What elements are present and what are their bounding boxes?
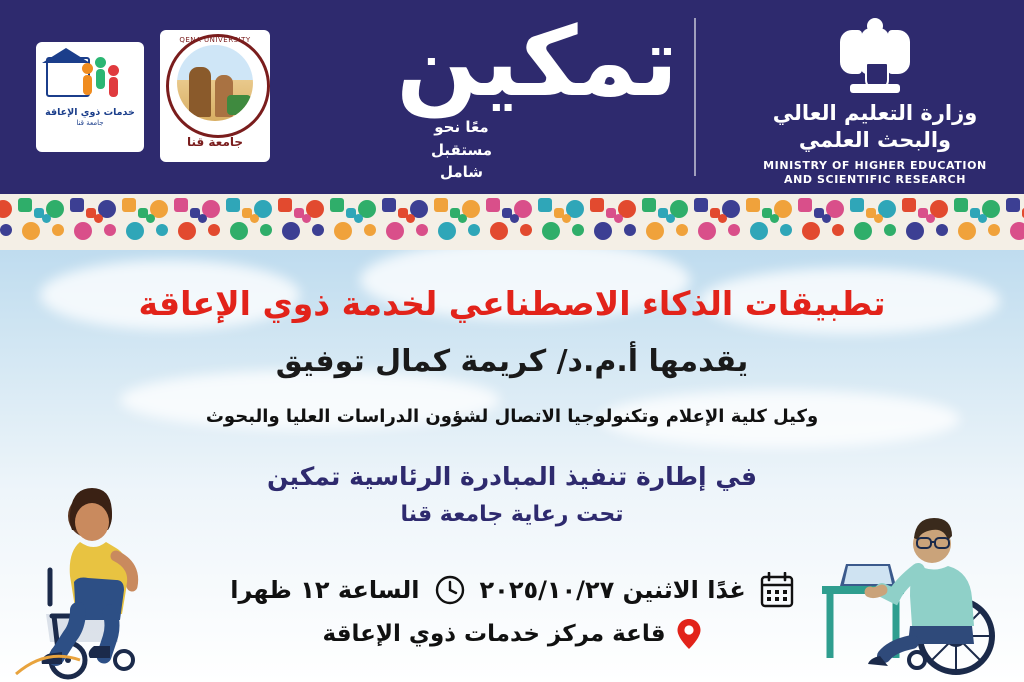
pattern-shape	[780, 224, 792, 236]
pattern-cell	[562, 194, 618, 250]
tamkeen-wordmark: تمكين	[396, 6, 678, 118]
pattern-shape	[278, 198, 292, 212]
pattern-shape	[832, 224, 844, 236]
calendar-icon	[760, 572, 794, 608]
tamkeen-tagline	[431, 116, 492, 184]
pattern-cell	[250, 194, 306, 250]
greenery-icon	[227, 95, 251, 115]
pattern-shape	[458, 214, 467, 223]
pattern-shape	[208, 224, 220, 236]
ministry-name-english-line1: MINISTRY OF HIGHER EDUCATION	[763, 158, 987, 172]
pattern-shape	[698, 222, 716, 240]
pattern-shape	[178, 222, 196, 240]
pattern-cell	[94, 194, 150, 250]
people-icon-red-body	[109, 77, 118, 97]
pattern-shape	[750, 222, 768, 240]
pattern-shape	[978, 214, 987, 223]
pattern-shape	[434, 198, 448, 212]
statue-icon	[189, 67, 211, 117]
pattern-shape	[718, 214, 727, 223]
pattern-shape	[642, 198, 656, 212]
university-logo-top-text: QENA UNIVERSITY	[179, 36, 251, 44]
pattern-shape	[906, 222, 924, 240]
eagle-base	[850, 84, 900, 93]
pattern-shape	[386, 222, 404, 240]
people-icon-green-body	[96, 69, 105, 89]
pattern-shape	[562, 214, 571, 223]
university-logo-scene	[177, 45, 253, 121]
disability-logo-artwork	[40, 47, 140, 105]
pattern-shape	[364, 224, 376, 236]
pattern-cell	[614, 194, 670, 250]
tamkeen-tagline-line-1: معًا نحو	[434, 118, 489, 136]
pattern-shape	[798, 198, 812, 212]
pattern-shape	[1006, 198, 1020, 212]
tamkeen-tagline-line-3: شامل	[439, 163, 484, 181]
pattern-shape	[198, 214, 207, 223]
pattern-shape	[746, 198, 760, 212]
eagle-right-wing	[888, 30, 910, 74]
pattern-shape	[226, 198, 240, 212]
pattern-cell	[510, 194, 566, 250]
pattern-shape	[614, 214, 623, 223]
university-logo-name: جامعة قنا	[186, 135, 244, 149]
pattern-shape	[572, 224, 584, 236]
pattern-shape	[438, 222, 456, 240]
pattern-shape	[694, 198, 708, 212]
pattern-shape	[520, 224, 532, 236]
disability-logo-subtitle: جامعة قنا	[76, 118, 104, 127]
clock-icon	[434, 574, 466, 606]
pattern-shape	[486, 198, 500, 212]
pattern-cell	[354, 194, 410, 250]
pattern-shape	[468, 224, 480, 236]
event-datetime-row	[0, 572, 1024, 608]
pattern-shape	[854, 222, 872, 240]
pattern-shape	[958, 222, 976, 240]
pattern-shape	[406, 214, 415, 223]
pattern-shape	[74, 222, 92, 240]
qena-university-logo	[160, 30, 270, 162]
pattern-shape	[174, 198, 188, 212]
pattern-shape	[988, 224, 1000, 236]
pattern-cell	[458, 194, 514, 250]
presenter-name: يقدمها أ.م.د/ كريمة كمال توفيق	[275, 344, 749, 379]
eagle-left-wing	[840, 30, 862, 74]
pattern-shape	[302, 214, 311, 223]
disability-logo-title: خدمات ذوي الإعاقة	[45, 107, 135, 118]
pattern-shape	[382, 198, 396, 212]
pattern-shape	[676, 224, 688, 236]
header-divider	[694, 18, 696, 176]
eagle-emblem-icon	[838, 18, 912, 96]
pattern-shape	[850, 198, 864, 212]
pattern-shape	[490, 222, 508, 240]
pattern-shape	[0, 200, 12, 218]
house-roof-icon	[42, 48, 90, 63]
pattern-cell	[406, 194, 462, 250]
pattern-shape	[802, 222, 820, 240]
pattern-shape	[416, 224, 428, 236]
event-venue-text: قاعة مركز خدمات ذوي الإعاقة	[322, 621, 666, 647]
pattern-shape	[936, 224, 948, 236]
pattern-shape	[126, 222, 144, 240]
pattern-shape	[156, 224, 168, 236]
people-icon-red-head	[108, 65, 119, 76]
pattern-shape	[312, 224, 324, 236]
pattern-shape	[590, 198, 604, 212]
pattern-shape	[70, 198, 84, 212]
pattern-shape	[510, 214, 519, 223]
presenter-role: وكيل كلية الإعلام وتكنولوجيا الاتصال لشؤون الدراسات العليا والبحوث	[205, 406, 819, 427]
pattern-cell	[302, 194, 358, 250]
poster-body	[0, 250, 1024, 682]
decorative-pattern-band	[0, 194, 1024, 250]
pattern-shape	[42, 214, 51, 223]
pattern-shape	[1010, 222, 1024, 240]
pattern-shape	[250, 214, 259, 223]
disability-services-logo	[36, 42, 144, 152]
ministry-name-arabic: وزارة التعليم العالي والبحث العلمي	[772, 101, 978, 153]
pattern-shape	[230, 222, 248, 240]
pattern-shape	[874, 214, 883, 223]
pattern-shape	[902, 198, 916, 212]
ministry-name-english-line2: AND SCIENTIFIC RESEARCH	[783, 173, 967, 187]
pattern-shape	[646, 222, 664, 240]
poster-header	[0, 0, 1024, 194]
pattern-cell	[718, 194, 774, 250]
people-icon-orange-body	[83, 75, 92, 95]
location-pin-icon	[676, 618, 702, 650]
pattern-cell	[42, 194, 98, 250]
eagle-head	[867, 18, 883, 34]
pattern-shape	[52, 224, 64, 236]
pattern-shape	[104, 224, 116, 236]
pattern-shape	[542, 222, 560, 240]
pattern-cell	[770, 194, 826, 250]
pattern-cell	[978, 194, 1024, 250]
pattern-shape	[0, 224, 12, 236]
event-time-text: الساعة ١٢ ظهرا	[230, 576, 420, 604]
pattern-shape	[770, 214, 779, 223]
people-icon-green-head	[95, 57, 106, 68]
pattern-shape	[624, 224, 636, 236]
pattern-cell	[874, 194, 930, 250]
page-title: تطبيقات الذكاء الاصطناعي لخدمة ذوي الإعاقة	[138, 284, 886, 323]
pattern-shape	[146, 214, 155, 223]
people-icon-orange-head	[82, 63, 93, 74]
pattern-shape	[926, 214, 935, 223]
pattern-cell	[666, 194, 722, 250]
pattern-shape	[954, 198, 968, 212]
pattern-shape	[354, 214, 363, 223]
pattern-shape	[122, 198, 136, 212]
pattern-shape	[18, 198, 32, 212]
ministry-block	[746, 18, 1004, 188]
pattern-cell	[146, 194, 202, 250]
pattern-cell	[0, 194, 46, 250]
pattern-shape	[884, 224, 896, 236]
pattern-shape	[330, 198, 344, 212]
pattern-shape	[334, 222, 352, 240]
pattern-cell	[926, 194, 982, 250]
pattern-cell	[198, 194, 254, 250]
pattern-shape	[666, 214, 675, 223]
patronage-text: تحت رعاية جامعة قنا	[400, 502, 624, 527]
pattern-cell	[822, 194, 878, 250]
event-date-text: غدًا الاثنين ٢٠٢٥/١٠/٢٧	[479, 576, 746, 604]
pattern-shape	[822, 214, 831, 223]
initiative-framework-text: في إطارة تنفيذ المبادرة الرئاسية تمكين	[267, 462, 757, 491]
pattern-shape	[728, 224, 740, 236]
event-venue-row	[0, 618, 1024, 650]
pattern-shape	[22, 222, 40, 240]
tamkeen-tagline-line-2: مستقبل	[431, 140, 492, 159]
pattern-shape	[538, 198, 552, 212]
pattern-shape	[260, 224, 272, 236]
pattern-shape	[282, 222, 300, 240]
pattern-shape	[94, 214, 103, 223]
pattern-shape	[594, 222, 612, 240]
